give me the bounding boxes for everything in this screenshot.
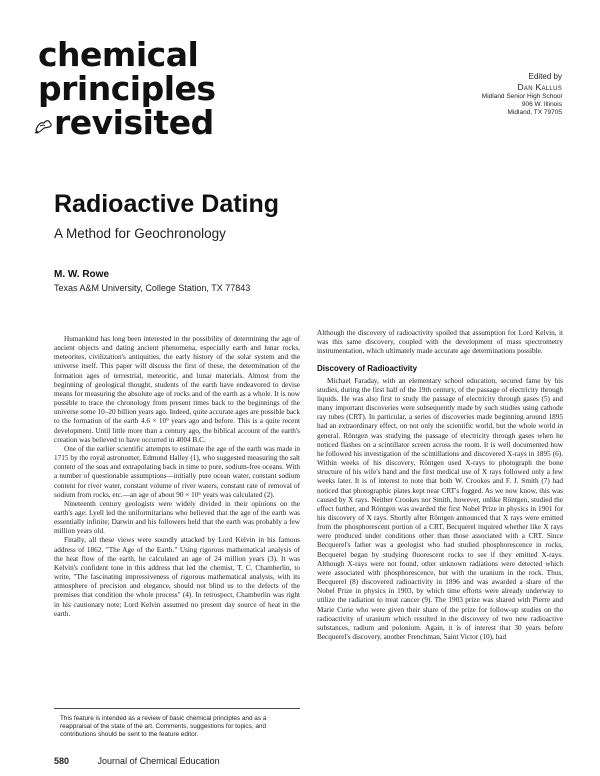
left-column — [54, 335, 300, 619]
paragraph: Nineteenth century geologists were widely divided in their opinions on the earth's age: Lyell led the uniformitarians who believed that the age of the earth was essentially infinite; Darwin and his followers held that the earth was probably a few million years old. — [54, 499, 300, 536]
editor-street: 906 W. Illinois — [521, 101, 562, 108]
paragraph: Michael Faraday, with an elementary school education, secured fame by his studies, during the first half of the 19th century, of the passage of electricity through liquids. He was also first to study the passage of electricity through gases (5) and many important discoveries were subsequently made by such studies using cathode ray tubes (CRT). In particular, a series of discoveries made beginning around 1895 had an extraordinary effect, on not only the scientific world, but the whole world in general. Röntgen was studying the passage of electricity through gases when he noticed flashes on a scintillator screen across the room. It is well documented how he followed his investigation of the scintillations and discovered X-rays in 1895 (6). Within weeks of his discovery, Röntgen used X-rays to photograph the bone structure of his wife's hand and the first medical use of X rays followed only a few weeks later. It is of interest to note that both W. Crookes and F. J. Smith (7) had noticed that photographic plates kept near CRT's fogged. As we now know, this was caused by X rays. Neither Crookes nor Smith, however, unlike Röntgen, studied the effect further, and Röntgen was awarded the first Nobel Prize in physics in 1901 for his discovery of X rays. Shortly after Röntgen announced that X rays were emitted from the phosphorescent portion of a CRT, Becquerel inquired whether like X rays were produced under conditions other than those associated with a CRT. Since Becquerel's father was a geologist who had studied phosphorescence in rocks, Becquerel began by studying fluorescent rocks to see if they emitted X-rays. Although X-rays were not found, other unknown radiations were detected which were associated with phosphorescence, but with the uranium in the rock. Thus, Becquerel (8) discovered radioactivity in 1896 and was awarded a share of the Nobel Prize in physics in 1903, by which time efforts were already underway to utilize the radiation to treat cancer (9). The 1903 prize was shared with Pierre and Marie Curie who were given their share of the prize for follow-up studies on the radioactivity of uranium which resulted in the discovery of two new radioactive substances, radium and polonium. Again, it is of interest that 30 years before Becquerel's discovery, another Frenchman, Saint Victor (10), had — [317, 376, 563, 641]
hand-logo-icon — [32, 114, 54, 136]
footnote-divider — [54, 708, 300, 709]
editor-city: Midland, TX 79705 — [507, 109, 562, 116]
section-heading: Discovery of Radioactivity — [317, 364, 418, 374]
feature-masthead — [36, 35, 296, 146]
paragraph: One of the earlier scientific attempts to estimate the age of the earth was made in 1715 by the royal astronomer, Edmund Halley (1), who suggested measuring the salt content of the seas and extrapolating back in time to pure, sodium-free oceans. With a number of questionable assumptions—initially pure ocean water, constant sodium content for river water, constant volume of river waters, constant rate of removal of sodium from rocks, etc.—an age of about 90 × 10⁶ years was calculated (2). — [54, 444, 300, 499]
page-number: 580 — [54, 756, 70, 766]
author-affiliation: Texas A&M University, College Station, TX 77843 — [54, 283, 251, 293]
article-title: Radioactive Dating — [54, 190, 280, 218]
paragraph: Finally, all these views were soundly attacked by Lord Kelvin in his famous address of 1862, "The Age of the Earth." Using rigorous mathematical analysis of the heat flow of the earth, he calculated an age of 24 million years (3). It was Kelvin's confident tone in this address that led the chemist, T. C. Chamberlin, to write, "The fascinating impressiveness of rigorous mathematical analysis, with its atmosphere of precision and elegance, should not blind us to the defects of the premises that condition the whole process" (4). In retrospect, Chamberlin was right in his cautionary note; Lord Kelvin assumed no present day source of heat in the earth. — [54, 536, 300, 618]
editor-name: Dan Kallus — [517, 82, 562, 92]
article-author: M. W. Rowe — [54, 269, 109, 280]
masthead-line1: chemical principles — [38, 35, 216, 108]
masthead-line2: revisited — [54, 103, 214, 142]
article-subtitle: A Method for Geochronology — [54, 226, 226, 241]
editor-block — [482, 72, 562, 117]
right-column — [317, 329, 563, 642]
journal-name: Journal of Chemical Education — [97, 756, 220, 766]
paragraph: Humankind has long been interested in the possibility of determining the age of ancient objects and dating ancient phenomena, especially earth and lunar rocks, meteorites, civilization's antiquities, the early history of the solar system and the universe itself. This paper will discuss the first of these, the determination of the formation ages of terrestrial, meteoritic, and lunar materials. Almost from the beginning of geological thought, students of the earth have endeavored to devise means for measuring the absolute age of rocks and of the earth as a whole. It is now possible to trace the chronology from present times back to the beginnings of the universe some 10–20 billion years ago. Indeed, quite accurate ages are possible back to the formation of the earth 4.6 × 10⁹ years ago and before. This is a quite recent development. Until little more than a century ago, the biblical account of the earth's creation was believed to have occurred in 4004 B.C. — [54, 335, 300, 444]
page-footer — [54, 756, 220, 766]
paragraph: Although the discovery of radioactivity spoiled that assumption for Lord Kelvin, it was this same discovery, coupled with the development of mass spectrometry instrumentation, which ultimately made accurate age determinations possible. — [317, 329, 563, 356]
edited-by-label: Edited by — [528, 72, 562, 81]
feature-footnote: This feature is intended as a review of basic chemical principles and as a reappraisal of the state of the art. Comments, suggestions for topics, and contributions should be sent to the feature editor. — [60, 715, 267, 739]
editor-school: Midland Senior High School — [481, 93, 562, 100]
